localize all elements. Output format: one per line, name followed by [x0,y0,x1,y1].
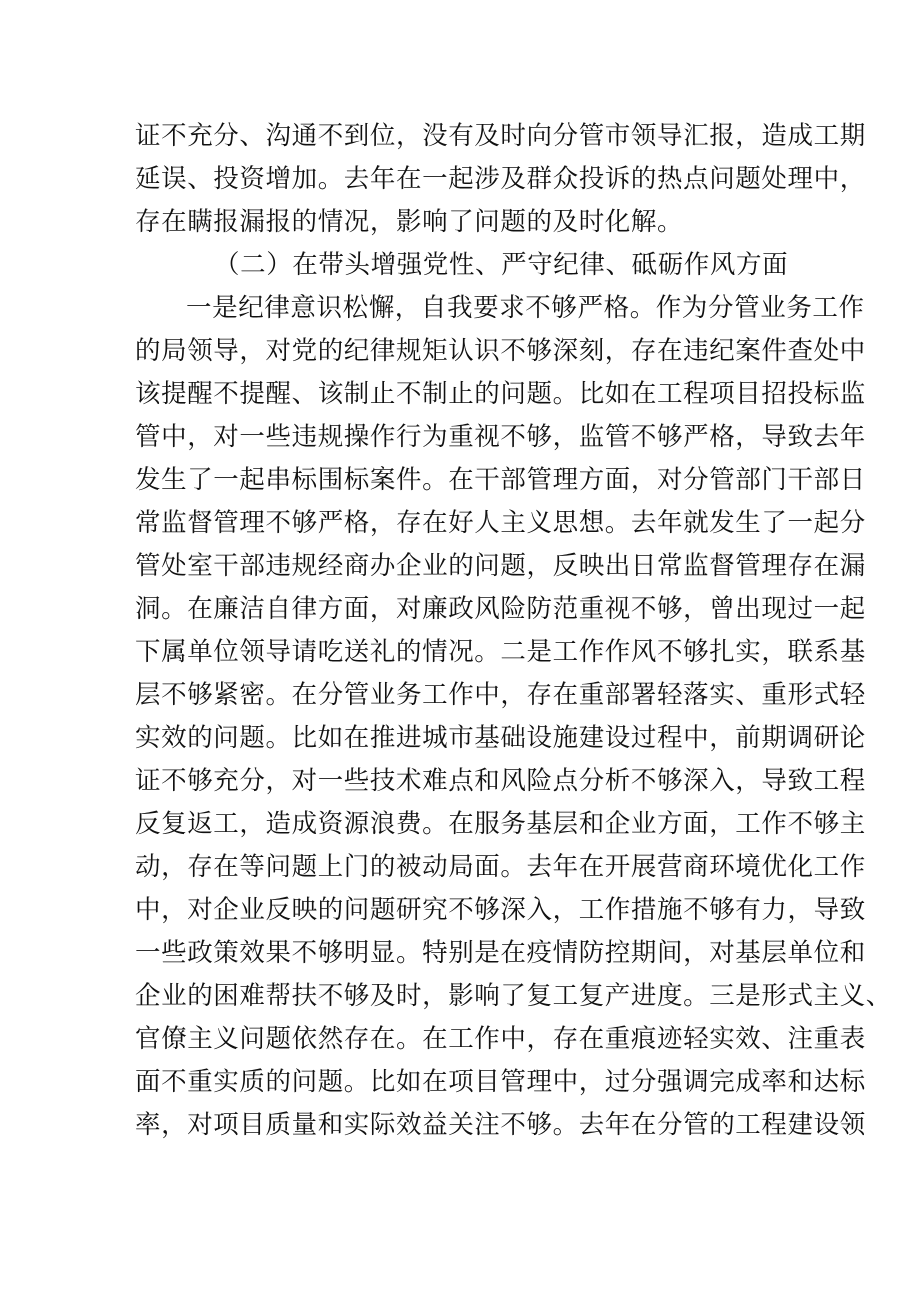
text-line: 管处室干部违规经商办企业的问题，反映出日常监督管理存在漏 [135,551,866,581]
text-line: 存在瞒报漏报的情况，影响了问题的及时化解。 [135,207,684,237]
text-line: 发生了一起串标围标案件。在干部管理方面，对分管部门干部日 [135,465,866,495]
text-line: 管中，对一些违规操作行为重视不够，监管不够严格，导致去年 [135,422,866,452]
text-line: 实效的问题。比如在推进城市基础设施建设过程中，前期调研论 [135,723,866,753]
text-line: 反复返工，造成资源浪费。在服务基层和企业方面，工作不够主 [135,809,866,839]
text-line: 层不够紧密。在分管业务工作中，存在重部署轻落实、重形式轻 [135,680,866,710]
text-line: 一些政策效果不够明显。特别是在疫情防控期间，对基层单位和 [135,938,866,968]
text-line: 面不重实质的问题。比如在项目管理中，过分强调完成率和达标 [135,1067,866,1097]
text-line: 常监督管理不够严格，存在好人主义思想。去年就发生了一起分 [135,508,866,538]
text-line: 的局领导，对党的纪律规矩认识不够深刻，存在违纪案件查处中 [135,336,866,366]
text-line: 该提醒不提醒、该制止不制止的问题。比如在工程项目招投标监 [135,379,866,409]
text-line: 下属单位领导请吃送礼的情况。二是工作作风不够扎实，联系基 [135,637,866,667]
text-line: 官僚主义问题依然存在。在工作中，存在重痕迹轻实效、注重表 [135,1024,866,1054]
text-line: 企业的困难帮扶不够及时，影响了复工复产进度。三是形式主义、 [135,981,892,1011]
text-line: 证不充分、沟通不到位，没有及时向分管市领导汇报，造成工期 [135,121,866,151]
text-line: 中，对企业反映的问题研究不够深入，工作措施不够有力，导致 [135,895,866,925]
text-line: 率，对项目质量和实际效益关注不够。去年在分管的工程建设领 [135,1110,866,1140]
text-line: 证不够充分，对一些技术难点和风险点分析不够深入，导致工程 [135,766,866,796]
text-line: 洞。在廉洁自律方面，对廉政风险防范重视不够，曾出现过一起 [135,594,866,624]
section-heading: （二）在带头增强党性、严守纪律、砥砺作风方面 [214,250,789,280]
text-line: 动，存在等问题上门的被动局面。去年在开展营商环境优化工作 [135,852,866,882]
text-line: 延误、投资增加。去年在一起涉及群众投诉的热点问题处理中， [135,164,866,194]
paragraph-first-line: 一是纪律意识松懈，自我要求不够严格。作为分管业务工作 [186,293,865,323]
